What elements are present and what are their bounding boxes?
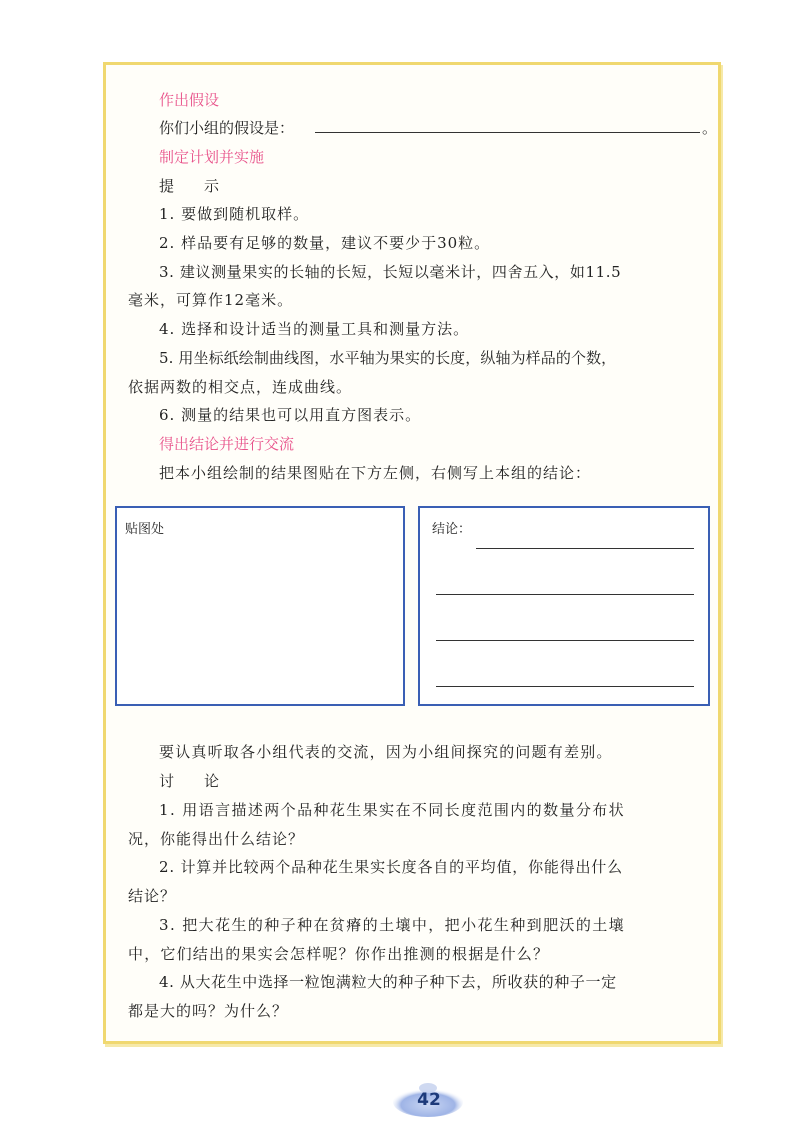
- conclusion-write-line: [476, 548, 694, 549]
- tip-item: 4. 选择和设计适当的测量工具和测量方法。: [159, 320, 470, 338]
- discussion-item: 中，它们结出的果实会怎样呢？你作出推测的根据是什么？: [128, 945, 550, 963]
- discussion-item: 3. 把大花生的种子种在贫瘠的土壤中，把小花生种到肥沃的土壤: [159, 916, 626, 934]
- hypothesis-end-mark: 。: [702, 119, 718, 137]
- tip-item: 毫米，可算作12毫米。: [128, 291, 294, 309]
- conclusion-write-line: [436, 594, 694, 595]
- discussion-item: 都是大的吗？为什么？: [128, 1002, 289, 1020]
- exchange-note: 要认真听取各小组代表的交流，因为小组间探究的问题有差别。: [159, 743, 613, 761]
- tips-title: 提 示: [159, 177, 220, 195]
- hypothesis-answer-line: [315, 132, 700, 133]
- conclusion-write-line: [436, 686, 694, 687]
- discussion-item: 2. 计算并比较两个品种花生果实长度各自的平均值，你能得出什么: [159, 858, 623, 876]
- plan-heading: 制定计划并实施: [159, 148, 265, 166]
- conclusion-write-line: [436, 640, 694, 641]
- page-number: 42: [417, 1090, 441, 1110]
- hypothesis-heading: 作出假设: [159, 91, 220, 109]
- hypothesis-prompt: 你们小组的假设是：: [159, 119, 295, 137]
- tip-item: 5. 用坐标纸绘制曲线图，水平轴为果实的长度，纵轴为样品的个数，: [159, 349, 617, 367]
- conclusion-label: 结论：: [432, 522, 472, 537]
- tip-item: 6. 测量的结果也可以用直方图表示。: [159, 406, 422, 424]
- tip-item: 2. 样品要有足够的数量，建议不要少于30粒。: [159, 234, 491, 252]
- conclusion-instruction: 把本小组绘制的结果图贴在下方左侧，右侧写上本组的结论：: [159, 464, 592, 482]
- discussion-item: 4. 从大花生中选择一粒饱满粒大的种子种下去，所收获的种子一定: [159, 973, 617, 991]
- paste-chart-box[interactable]: [115, 506, 405, 706]
- discussion-item: 结论？: [128, 887, 177, 905]
- tip-item: 3. 建议测量果实的长轴的长短，长短以毫米计，四舍五入，如11.5: [159, 263, 622, 281]
- discussion-item: 况，你能得出什么结论？: [128, 830, 305, 848]
- conclusion-heading: 得出结论并进行交流: [159, 435, 295, 453]
- paste-label: 贴图处: [125, 522, 165, 537]
- discussion-item: 1. 用语言描述两个品种花生果实在不同长度范围内的数量分布状: [159, 801, 626, 819]
- tip-item: 1. 要做到随机取样。: [159, 205, 310, 223]
- tip-item: 依据两数的相交点，连成曲线。: [128, 378, 353, 396]
- conclusion-box[interactable]: [418, 506, 710, 706]
- discussion-title: 讨 论: [159, 772, 220, 790]
